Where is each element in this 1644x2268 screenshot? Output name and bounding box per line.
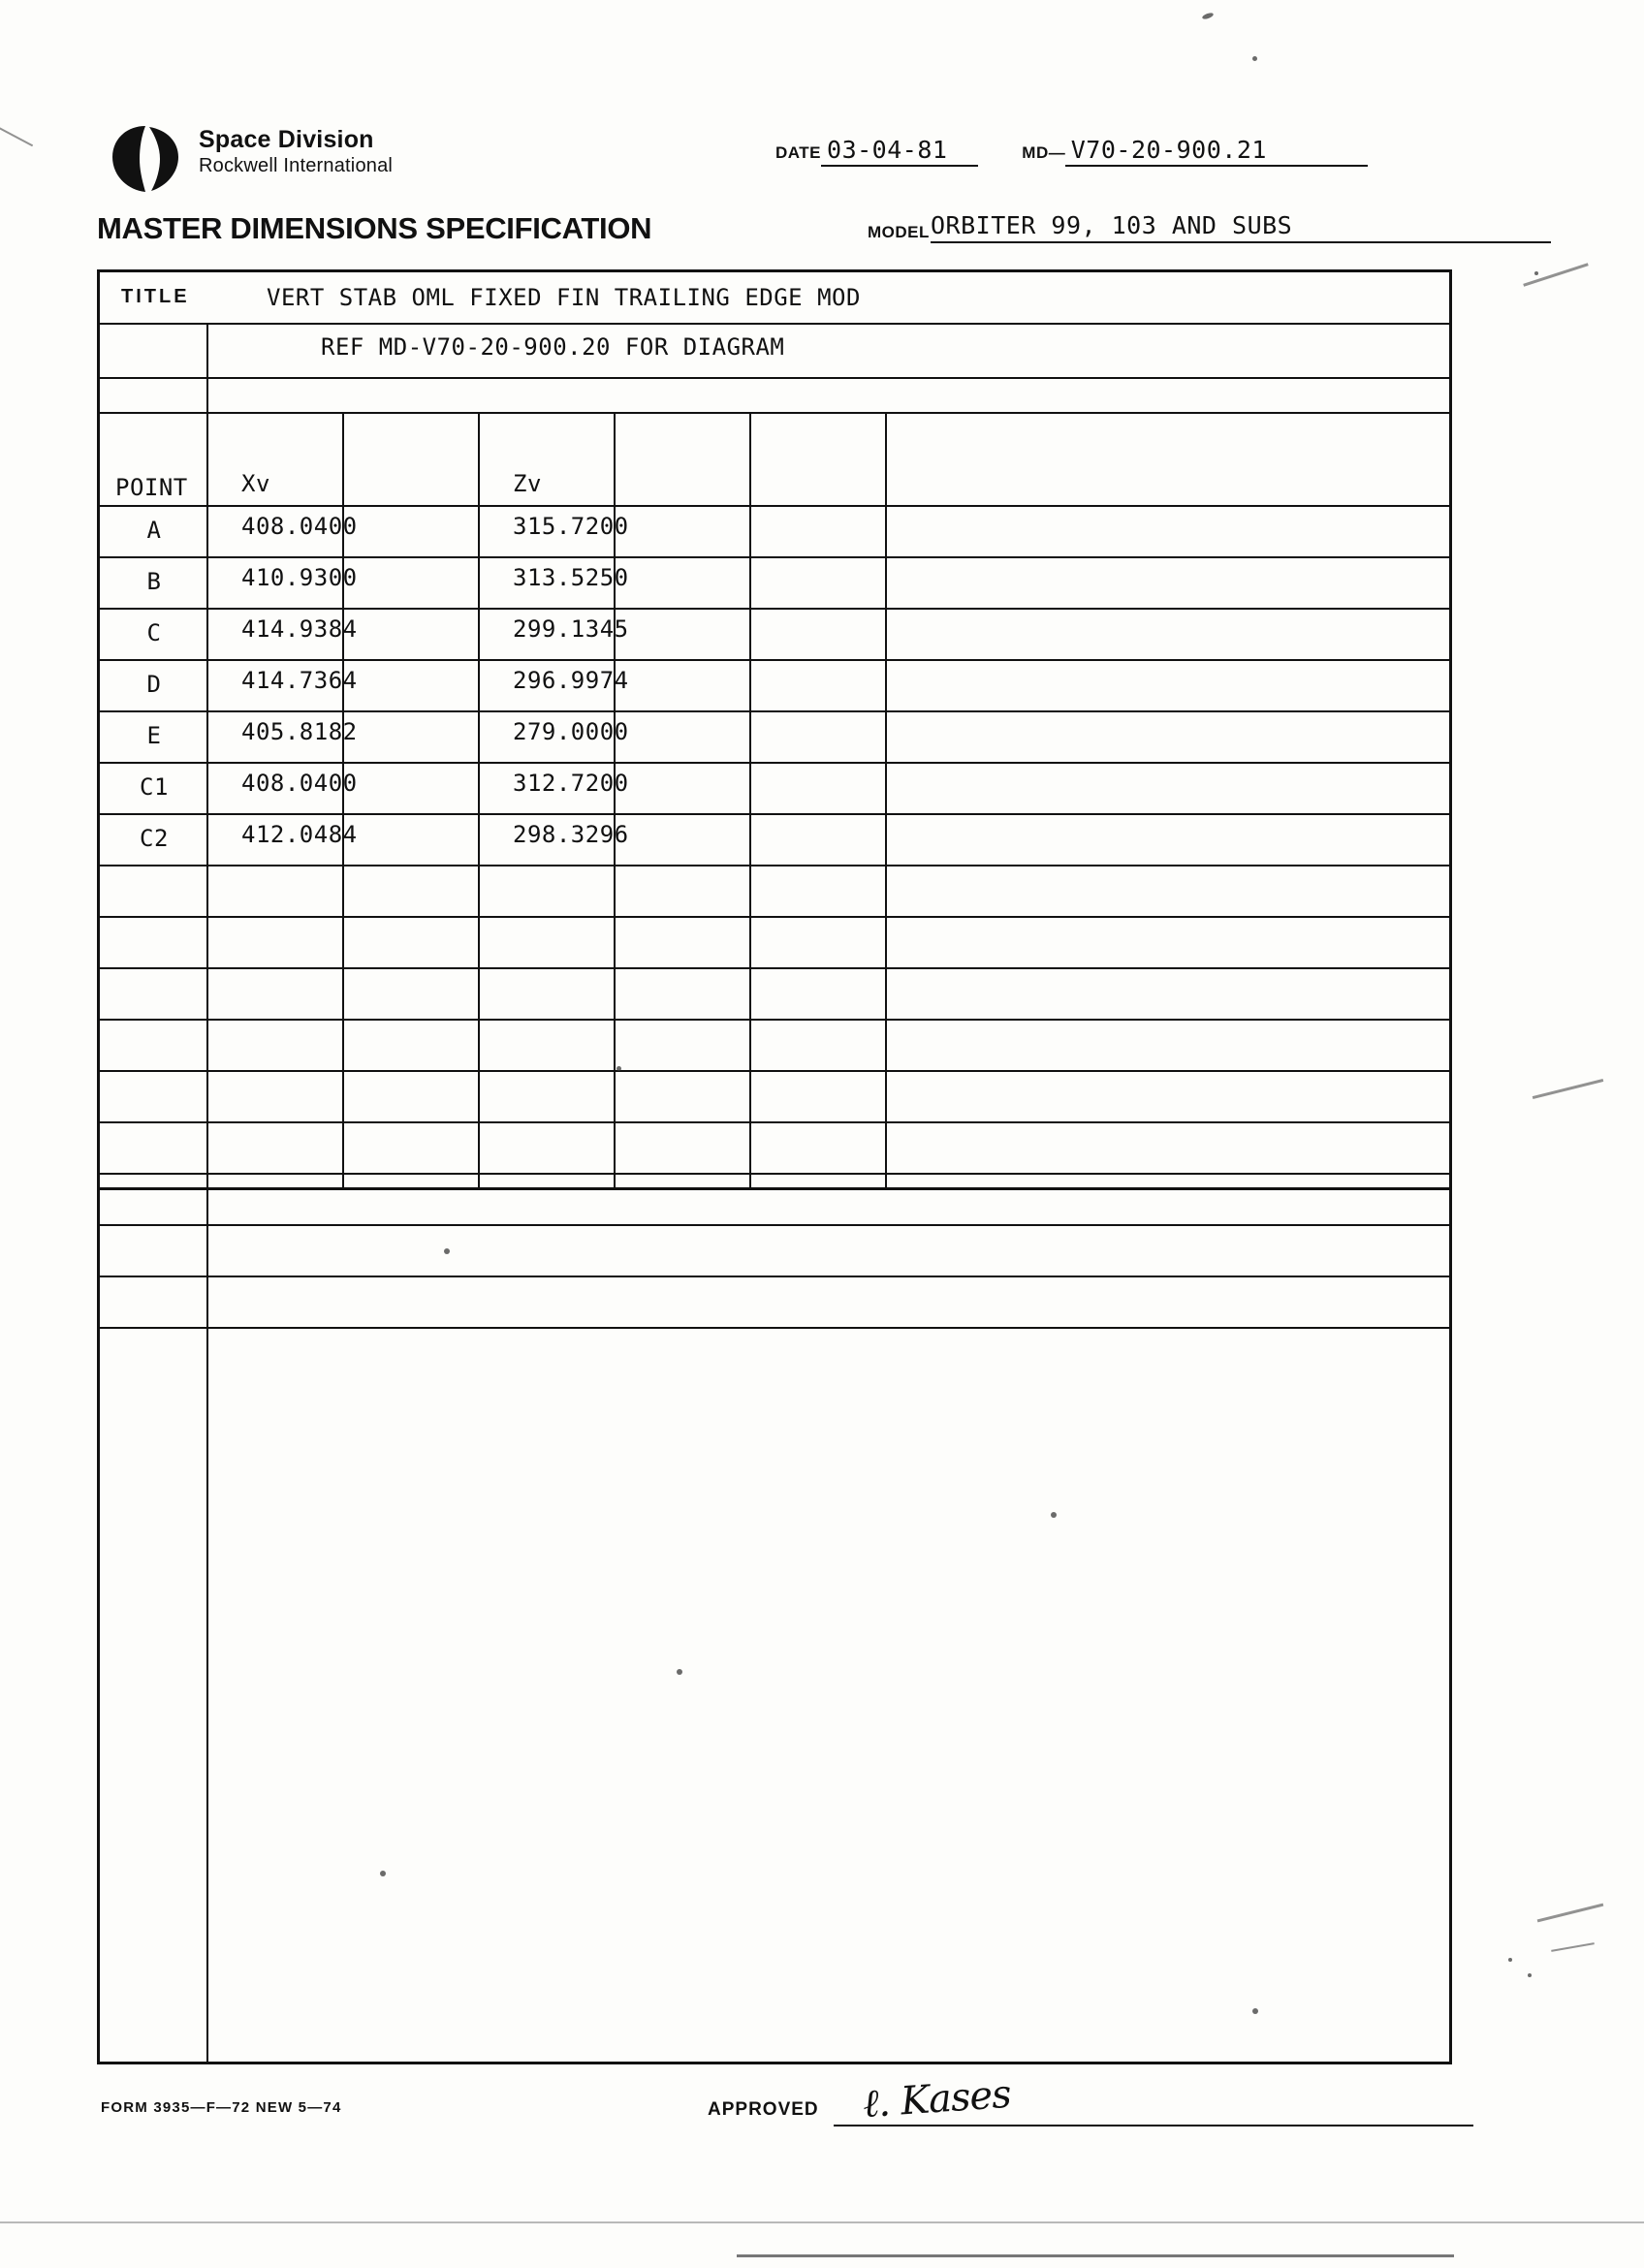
form-number: FORM 3935—F—72 NEW 5—74 [101,2099,342,2116]
signature: ℓ. Kases [861,2071,1013,2127]
cell-xv: 412.0484 [241,821,358,848]
date-label: DATE [775,143,822,162]
spec-title-row [97,211,1551,256]
divider-title-bottom [100,323,1449,325]
scan-artifact-right-1 [1523,263,1589,286]
md-dash: — [1048,143,1065,162]
cell-xv: 414.9384 [241,615,358,643]
brand-line-1: Space Division [199,126,374,153]
table-row [100,659,1449,710]
reference-note: REF MD-V70-20-900.20 FOR DIAGRAM [321,333,785,361]
table-row [100,967,1449,1019]
title-value: VERT STAB OML FIXED FIN TRAILING EDGE MOD [267,284,861,311]
brand-line-2: Rockwell International [199,155,394,176]
table-row [100,710,1449,762]
cell-xv: 408.0400 [241,770,358,797]
header-point: POINT [115,474,188,501]
scan-artifact-right-2 [1533,1079,1603,1099]
divider-strip [100,412,1449,414]
cell-xv: 414.7364 [241,667,358,694]
cell-zv: 296.9974 [513,667,629,694]
cell-point: B [146,568,162,595]
scan-speck [1528,1973,1532,1977]
table-row [100,1224,1449,1276]
scan-artifact-bottom-edge-2 [737,2254,1454,2257]
table-row [100,1173,1449,1224]
scan-artifact-right-3 [1537,1904,1604,1923]
table-row [100,1019,1449,1070]
cell-zv: 279.0000 [513,718,629,745]
scan-speck [1202,12,1215,20]
table-row [100,813,1449,865]
table-row [100,505,1449,556]
table-row [100,1276,1449,1327]
document-footer [97,2071,1551,2144]
scan-speck [1508,1958,1512,1962]
cell-xv: 408.0400 [241,513,358,540]
table-row [100,762,1449,813]
brand-block [199,126,393,177]
approved-signature-line [834,2125,1473,2126]
header-col1: Xv [241,470,270,497]
title-label: TITLE [121,286,190,307]
md-label: MD [1022,143,1049,162]
cell-zv: 313.5250 [513,564,629,591]
scan-speck [1051,1512,1057,1518]
cell-point: C2 [140,825,169,852]
date-value[interactable]: 03-04-81 [821,136,978,167]
scan-speck [1252,56,1257,61]
cell-point: C1 [140,773,169,801]
rockwell-logo-icon [107,124,184,192]
cell-zv: 299.1345 [513,615,629,643]
table-row [100,865,1449,916]
scan-speck [444,1248,450,1254]
document-header [97,116,1551,223]
scan-speck [1534,271,1538,275]
table-row [100,608,1449,659]
model-value[interactable]: ORBITER 99, 103 AND SUBS [931,211,1551,243]
row-divider [100,1327,1449,1329]
scan-artifact-bottom-edge [0,2221,1644,2223]
cell-point: D [146,671,162,698]
table-row [100,916,1449,967]
scan-artifact-right-4 [1551,1942,1595,1952]
model-label: MODEL [868,223,930,241]
divider-grid-bottom [100,1187,1449,1190]
divider-ref-bottom [100,377,1449,379]
cell-xv: 405.8182 [241,718,358,745]
page-title: MASTER DIMENSIONS SPECIFICATION [97,211,652,245]
scan-speck [677,1669,682,1675]
table-row [100,1121,1449,1173]
date-md-block [775,136,1551,174]
specification-table [97,269,1452,2064]
scan-speck [1252,2008,1258,2014]
approved-label: APPROVED [708,2099,819,2120]
cell-point: E [146,722,162,749]
cell-point: C [146,619,162,646]
scan-speck [380,1871,386,1876]
header-col3: Zv [513,470,542,497]
table-row [100,1070,1449,1121]
table-row [100,556,1449,608]
cell-xv: 410.9300 [241,564,358,591]
cell-zv: 298.3296 [513,821,629,848]
cell-zv: 315.7200 [513,513,629,540]
cell-zv: 312.7200 [513,770,629,797]
scan-speck [616,1066,621,1071]
scan-artifact-corner [0,127,33,147]
cell-point: A [146,517,162,544]
md-value[interactable]: V70-20-900.21 [1065,136,1368,167]
